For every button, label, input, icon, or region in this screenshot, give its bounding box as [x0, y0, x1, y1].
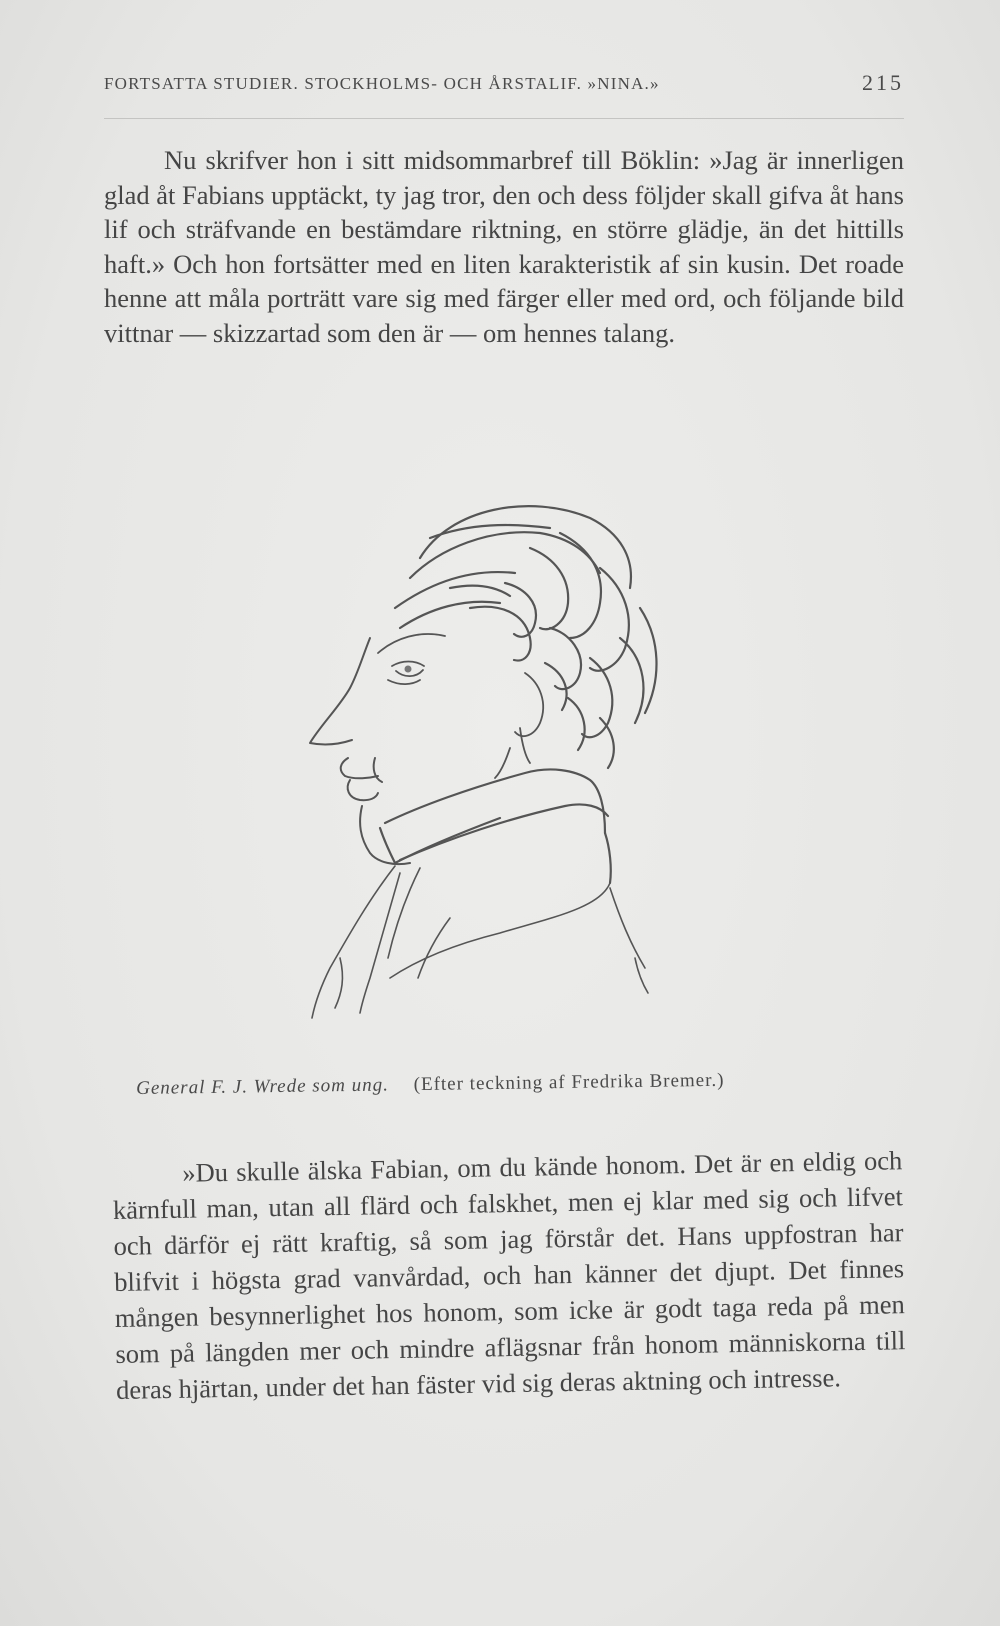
coat-lines — [312, 866, 648, 1018]
header-rule — [104, 118, 904, 119]
page-number: 215 — [862, 70, 904, 95]
ear-and-jaw — [495, 673, 543, 778]
face-features — [378, 634, 445, 684]
face-profile — [310, 638, 410, 864]
body-paragraph-1: Nu skrifver hon i sitt midsommarbref till Böklin: »Jag är innerligen glad åt Fabians upptäckt, ty jag tror, den och dess följder skall gifva åt hans lif och sträfvande en bestämdare riktning, en större glädje, än det hittills haft.» Och hon fortsätter med en liten karakteristik af sin kusin. Det roade henne att måla porträtt vare sig med färger eller med ord, och följande bild vittnar — skizzartad som den är — om hennes talang. — [104, 145, 904, 348]
collar — [380, 769, 611, 883]
body-paragraph-2: »Du skulle älska Fabian, om du kände honom. Det är en eldig och kärnfull man, utan all flärd och falskhet, men ej klar med sig och lifvet och därför ej rätt kraftig, så som jag förstår det. Hans uppfostran har blifvit i högsta grad vanvårdad, och han känner det djupt. Det finnes mången besynnerlighet hos honom, som icke är godt taga reda på men som på längden mer och mindre aflägsnar från honom människorna till deras hjärtan, under det han fäster vid sig deras aktning och intresse. — [112, 1145, 906, 1405]
hair-strokes — [395, 506, 656, 768]
caption-title: General F. J. Wrede som ung. — [136, 1074, 390, 1099]
running-head — [104, 70, 904, 95]
caption-credit: (Efter teckning af Fredrika Bremer.) — [413, 1069, 725, 1096]
portrait-sketch — [300, 488, 700, 1058]
running-head-title: FORTSATTA STUDIER. STOCKHOLMS- OCH ÅRSTALIF. »NINA.» — [104, 74, 660, 93]
illustration-caption — [136, 1067, 896, 1100]
